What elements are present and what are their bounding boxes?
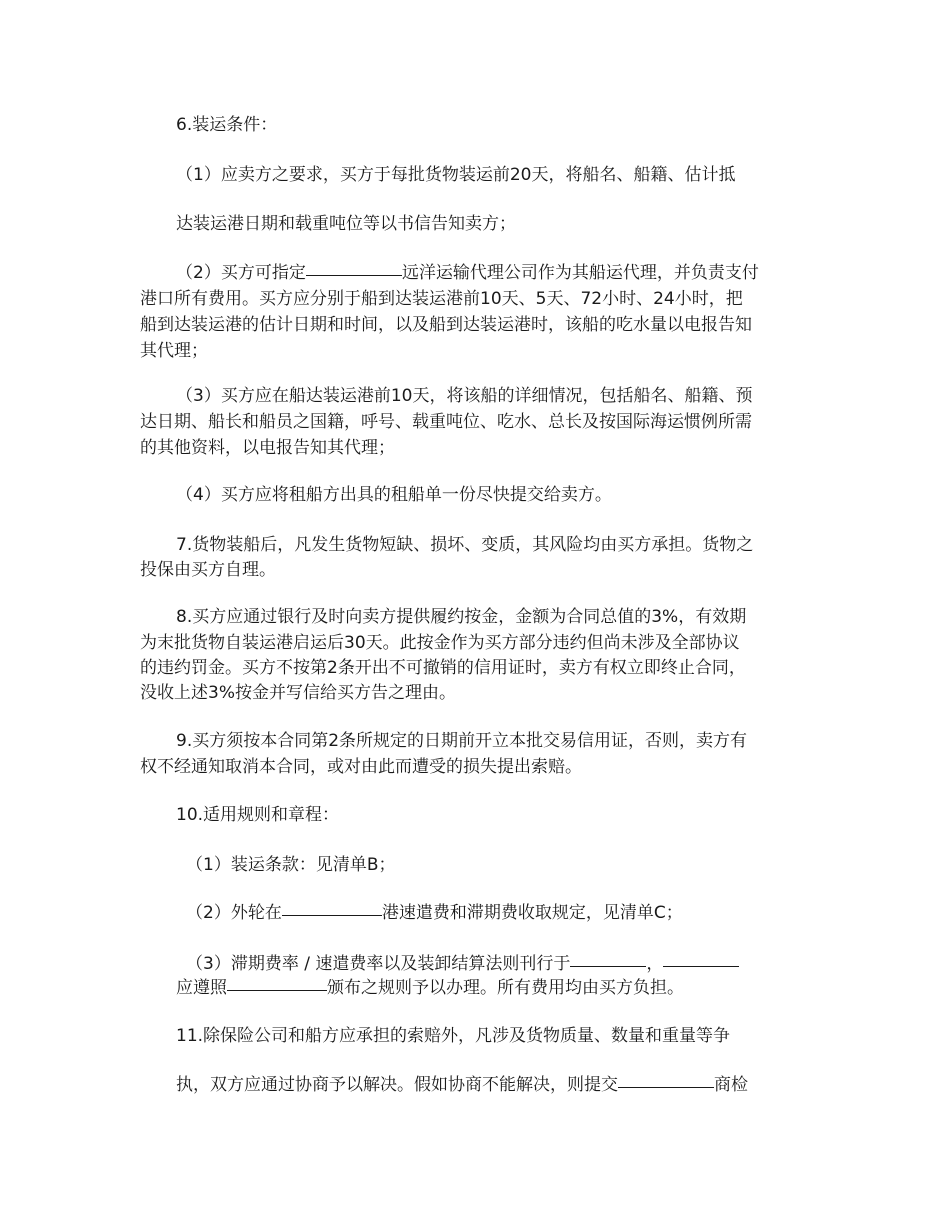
clause-10-3-line-2-text-before-blank: 应遵照 — [176, 978, 227, 998]
clause-6-2-text-after-blank: 远洋运输代理公司作为其船运代理，并负责支付 — [401, 263, 759, 283]
section-8-line-1: 8.买方应通过银行及时向卖方提供履约按金，金额为合同总值的3%，有效期 — [176, 607, 747, 627]
clause-6-1-line-2: 达装运港日期和载重吨位等以书信告知卖方； — [176, 214, 516, 234]
fill-in-blank — [227, 989, 327, 991]
section-11-line-2 — [176, 1072, 748, 1098]
fill-in-blank — [618, 1086, 714, 1088]
clause-10-2-text-after-blank: 港速遣费和滞期费收取规定，见清单C； — [381, 903, 683, 923]
clause-10-3-comma: ， — [646, 954, 664, 974]
fill-in-blank — [306, 274, 402, 276]
clause-6-3-line-3: 的其他资料，以电报告知其代理； — [140, 438, 395, 458]
clause-6-2-text-before-blank: （2）买方可指定 — [176, 263, 306, 283]
clause-6-2-line-4: 其代理； — [140, 341, 208, 361]
clause-6-2-line-1 — [176, 260, 759, 286]
clause-10-3-line-1 — [186, 951, 739, 977]
fill-in-blank — [282, 914, 382, 916]
section-10-heading: 10.适用规则和章程： — [176, 805, 340, 825]
section-8-line-3: 的违约罚金。买方不按第2条开出不可撤销的信用证时，卖方有权立即终止合同， — [140, 658, 746, 678]
section-6-heading: 6.装运条件： — [176, 115, 278, 135]
clause-6-1-line-1: （1）应卖方之要求，买方于每批货物装运前20天，将船名、船籍、估计抵 — [176, 165, 736, 185]
clause-6-3-line-2: 达日期、船长和船员之国籍，呼号、载重吨位、吃水、总长及按国际海运惯例所需 — [140, 412, 752, 432]
section-11-text-after-blank: 商检 — [714, 1075, 748, 1095]
fill-in-blank — [663, 965, 739, 967]
clause-10-2-text-before-blank: （2）外轮在 — [186, 903, 282, 923]
clause-10-1: （1）装运条款：见清单B； — [186, 855, 396, 875]
section-8-line-4: 没收上述3%按金并写信给买方告之理由。 — [140, 683, 456, 703]
fill-in-blank — [570, 965, 646, 967]
section-8-line-2: 为末批货物自装运港启运后30天。此按金作为买方部分违约但尚未涉及全部协议 — [140, 633, 740, 653]
clause-10-3-text-before-blank: （3）滞期费率 / 速遣费率以及装卸结算法则刊行于 — [186, 954, 571, 974]
clause-6-3-line-1: （3）买方应在船达装运港前10天，将该船的详细情况，包括船名、船籍、预 — [176, 386, 753, 406]
section-7-line-2: 投保由买方自理。 — [140, 560, 276, 580]
clause-10-3-line-2 — [176, 975, 684, 1001]
section-11-text-before-blank: 执，双方应通过协商予以解决。假如协商不能解决，则提交 — [176, 1075, 618, 1095]
section-9-line-1: 9.买方须按本合同第2条所规定的日期前开立本批交易信用证，否则，卖方有 — [176, 731, 748, 751]
clause-10-2 — [186, 900, 683, 926]
section-9-line-2: 权不经通知取消本合同，或对由此而遭受的损失提出索赔。 — [140, 757, 582, 777]
section-11-line-1: 11.除保险公司和船方应承担的索赔外，凡涉及货物质量、数量和重量等争 — [176, 1026, 731, 1046]
section-7-line-1: 7.货物装船后，凡发生货物短缺、损坏、变质，其风险均由买方承担。货物之 — [176, 535, 754, 555]
clause-6-2-line-3: 船到达装运港的估计日期和时间，以及船到达装运港时，该船的吃水量以电报告知 — [140, 315, 752, 335]
clause-6-4: （4）买方应将租船方出具的租船单一份尽快提交给卖方。 — [176, 485, 612, 505]
clause-10-3-line-2-text-after-blank: 颁布之规则予以办理。所有费用均由买方负担。 — [327, 978, 684, 998]
clause-6-2-line-2: 港口所有费用。买方应分别于船到达装运港前10天、5天、72小时、24小时，把 — [140, 289, 743, 309]
